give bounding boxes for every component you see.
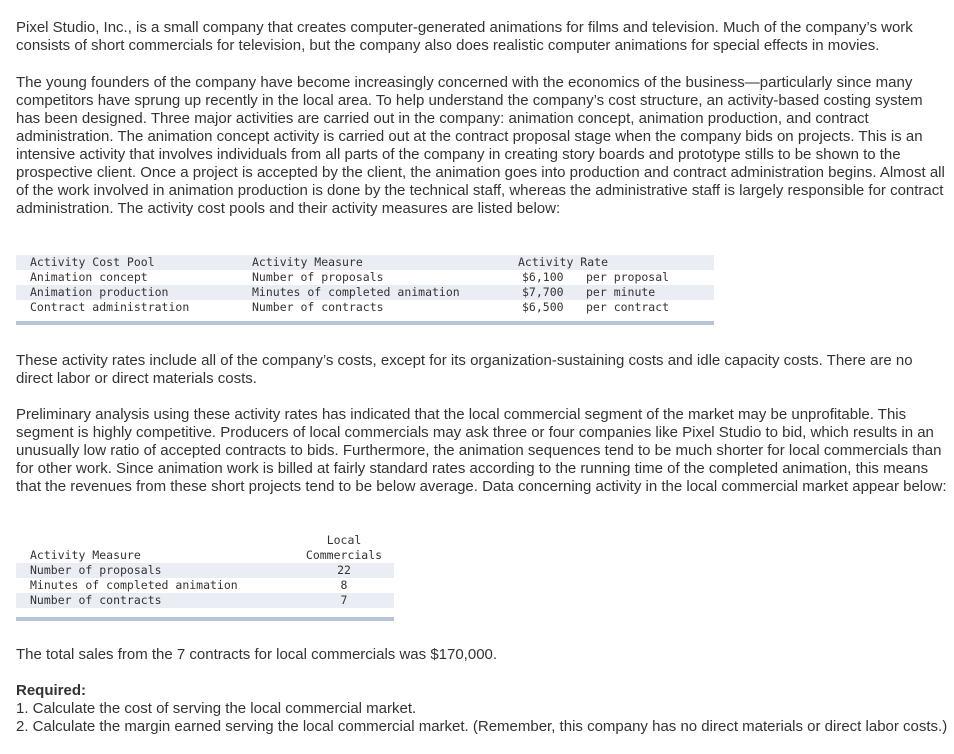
rate-unit-cell: per proposal bbox=[586, 270, 670, 284]
table-row bbox=[16, 593, 394, 608]
required-item: 2. Calculate the margin earned serving the local commercial market. (Remember, this company has no direct materials or direct labor costs.) bbox=[16, 718, 948, 735]
header-local: Local bbox=[326, 533, 362, 547]
analysis-paragraph: Preliminary analysis using these activity rates has indicated that the local commercial segment of the market may be unprofitable. This segment is highly competitive. Producers of local commercials may ask three or four companies like Pixel Studio to bid, which results in an unusually low ratio of accepted contracts to bids. Furthermore, the animation sequences tend to be much shorter for local commercials than for other work. Since animation work is billed at fairly standard rates according to the running time of the completed animation, this means that the revenues from these short projects tend to be below average. Data concerning activity in the local commercial market appear below: bbox=[16, 406, 947, 495]
activity-value-cell: 8 bbox=[340, 578, 348, 592]
rates-note-paragraph: These activity rates include all of the company’s costs, except for its organization-sustaining costs and idle capacity costs. There are no direct labor or direct materials costs. bbox=[16, 352, 913, 387]
table-header-row-top bbox=[16, 533, 394, 548]
local-commercials-table bbox=[16, 533, 394, 623]
activity-measure-cell: Minutes of completed animation bbox=[30, 578, 238, 592]
rate-unit-cell: per contract bbox=[586, 300, 670, 314]
header-activity-rate: Activity Rate bbox=[518, 255, 609, 269]
activity-measure-cell: Number of proposals bbox=[252, 270, 384, 284]
table-header-row bbox=[16, 548, 394, 563]
cost-pool-cell: Contract administration bbox=[30, 300, 190, 314]
rate-amount-cell: $7,700 bbox=[522, 285, 564, 299]
table-row bbox=[16, 270, 714, 285]
table-bottom-rule bbox=[16, 617, 394, 621]
header-activity-measure: Activity Measure bbox=[30, 548, 141, 562]
activity-measure-cell: Number of proposals bbox=[30, 563, 162, 577]
table-header-row bbox=[16, 255, 714, 270]
rate-amount-cell: $6,100 bbox=[522, 270, 564, 284]
intro-paragraph: Pixel Studio, Inc., is a small company that creates computer-generated animations for films and television. Much of the company’s work consists of short commercials for television, but the company also does realistic computer animations for special effects in movies. bbox=[16, 19, 913, 54]
cost-pool-cell: Animation concept bbox=[30, 270, 148, 284]
activity-measure-cell: Minutes of completed animation bbox=[252, 285, 460, 299]
header-commercials: Commercials bbox=[305, 548, 383, 562]
table-row bbox=[16, 578, 394, 593]
activity-value-cell: 7 bbox=[340, 593, 348, 607]
required-section bbox=[16, 682, 950, 736]
rate-amount-cell: $6,500 bbox=[522, 300, 564, 314]
background-paragraph: The young founders of the company have become increasingly concerned with the economics of the business—particularly since many competitors have sprung up recently in the local area. To help understand the company’s cost structure, an activity-based costing system has been designed. Three major activities are carried out in the company: animation concept, animation production, and contract administration. The animation concept activity is carried out at the contract proposal stage when the company bids on projects. This is an intensive activity that involves individuals from all parts of the company in creating story boards and prototype stills to be shown to the prospective client. Once a project is accepted by the client, the animation goes into production and contract administration begins. Almost all of the work involved in animation production is done by the technical staff, whereas the administrative staff is largely responsible for contract administration. The activity cost pools and their activity measures are listed below: bbox=[16, 74, 945, 217]
activity-value-cell: 22 bbox=[337, 563, 351, 577]
activity-rate-table bbox=[16, 255, 714, 327]
required-item: 1. Calculate the cost of serving the local commercial market. bbox=[16, 700, 417, 717]
header-cost-pool: Activity Cost Pool bbox=[30, 255, 155, 269]
activity-measure-cell: Number of contracts bbox=[30, 593, 162, 607]
header-activity-measure: Activity Measure bbox=[252, 255, 363, 269]
table-bottom-rule bbox=[16, 321, 714, 325]
cost-pool-cell: Animation production bbox=[30, 285, 169, 299]
table-row bbox=[16, 285, 714, 300]
rate-unit-cell: per minute bbox=[586, 285, 656, 299]
total-sales-paragraph: The total sales from the 7 contracts for local commercials was $170,000. bbox=[16, 646, 498, 663]
required-heading: Required: bbox=[16, 682, 87, 699]
table-row bbox=[16, 300, 714, 315]
table-row bbox=[16, 563, 394, 578]
activity-measure-cell: Number of contracts bbox=[252, 300, 384, 314]
